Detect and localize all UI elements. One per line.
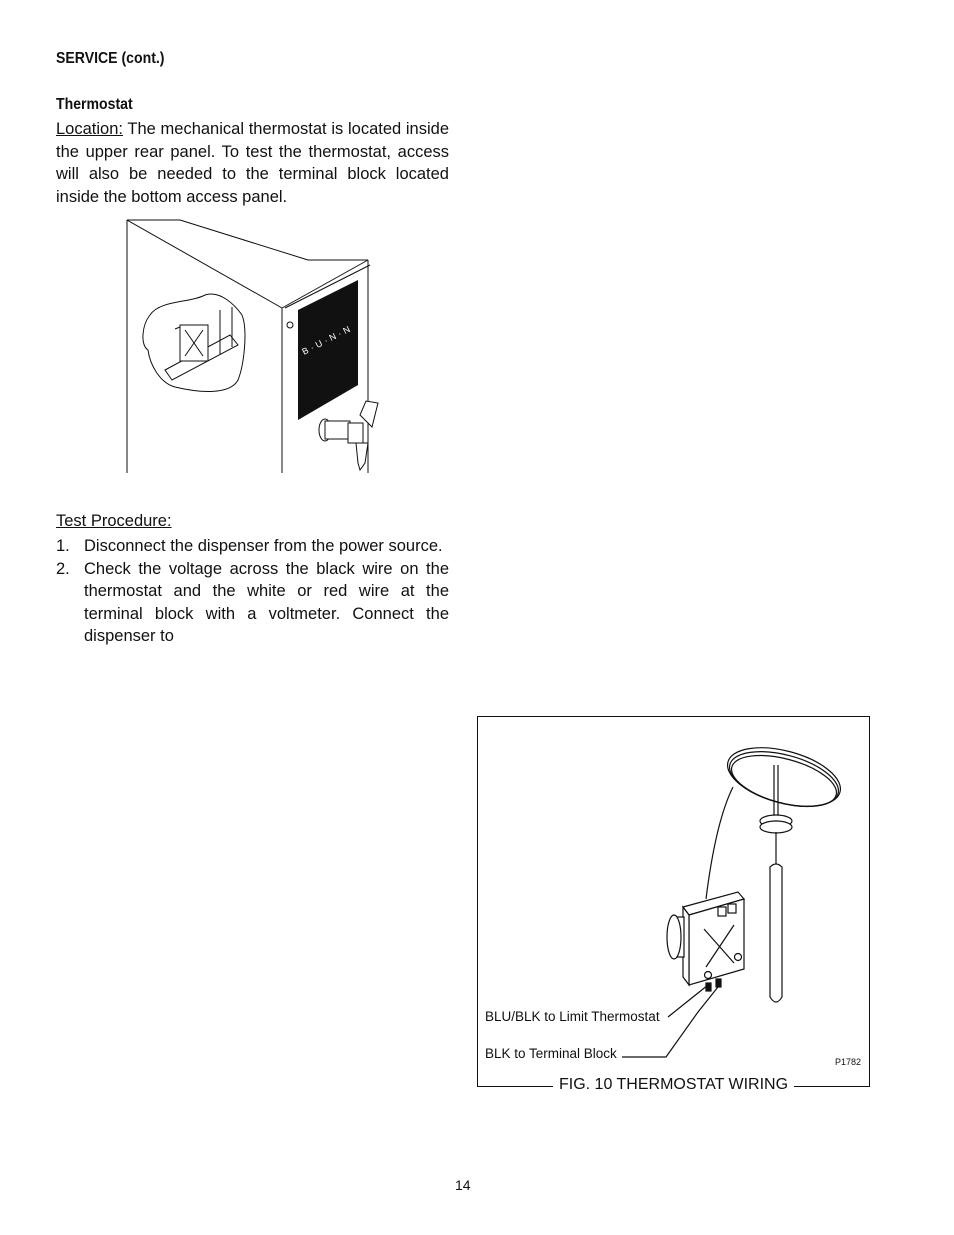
test-procedure-label: Test Procedure: [56, 512, 172, 530]
location-text: The mechanical thermostat is located inside the upper rear panel. To test the thermostat, access will also be needed to the terminal block located inside the bottom access panel. [56, 120, 449, 206]
thermostat-illustration [478, 717, 868, 1085]
step-item: 1. Disconnect the dispenser from the power source. [56, 537, 443, 555]
brand-label: B·U·N·N [300, 322, 355, 357]
label-limit-thermostat: BLU/BLK to Limit Thermostat [485, 1009, 660, 1024]
figure-caption: FIG. 10 THERMOSTAT WIRING [553, 1076, 794, 1094]
figure-code: P1782 [835, 1057, 862, 1067]
section-title: SERVICE (cont.) [56, 50, 165, 67]
page-number: 14 [455, 1177, 471, 1193]
sub-title: Thermostat [56, 96, 133, 113]
step-item: 2. Check the voltage across the black wire on the thermostat and the white or red wire at the terminal block with a voltmeter. Connect the dispenser to [56, 559, 449, 645]
dispenser-illustration [120, 215, 380, 477]
test-steps [56, 535, 449, 648]
location-paragraph [56, 118, 449, 208]
location-label: Location: [56, 120, 123, 138]
label-terminal-block: BLK to Terminal Block [485, 1046, 617, 1061]
